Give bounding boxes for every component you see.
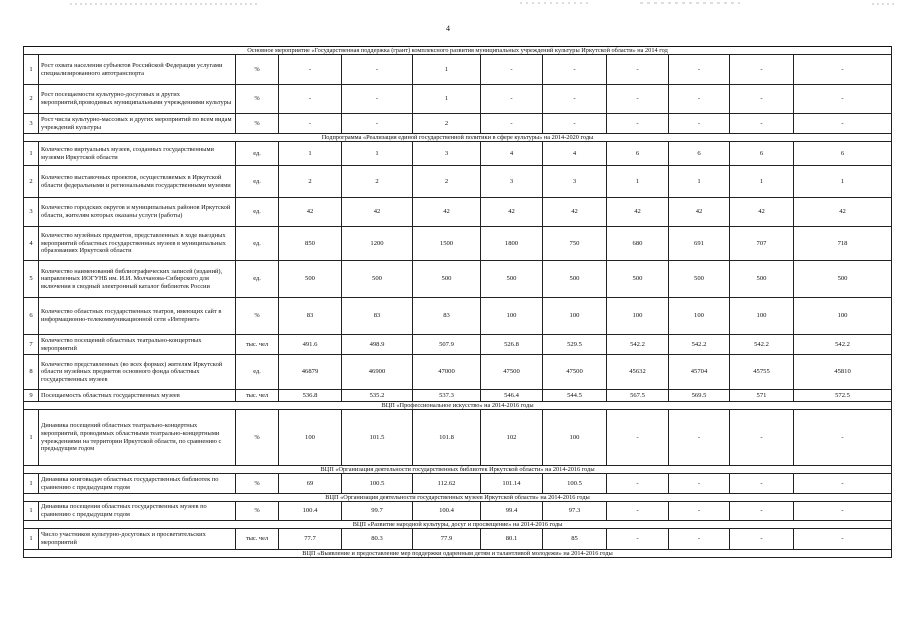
value-cell: 537.3	[413, 390, 481, 402]
value-cell: 542.2	[607, 335, 669, 355]
value-cell: 6	[607, 142, 669, 166]
value-cell: 567.5	[607, 390, 669, 402]
value-cell: 42	[342, 198, 413, 227]
value-cell: 1	[669, 166, 730, 198]
indicator-name: Посещаемость областных государственных музеев	[39, 390, 236, 402]
indicator-name: Рост охвата населения субъектов Российской Федерации услугами специализированного автотранспорта	[39, 55, 236, 85]
value-cell: 100	[794, 298, 892, 335]
value-cell: -	[730, 410, 794, 466]
table-row	[24, 198, 892, 227]
value-cell: 6	[730, 142, 794, 166]
value-cell: 101.14	[481, 474, 543, 494]
row-number: 1	[24, 55, 39, 85]
table-row	[24, 85, 892, 114]
table-row	[24, 114, 892, 134]
row-number: 3	[24, 198, 39, 227]
row-number: 1	[24, 502, 39, 521]
value-cell: 6	[794, 142, 892, 166]
value-cell: -	[607, 85, 669, 114]
value-cell: -	[279, 55, 342, 85]
value-cell: 500	[730, 261, 794, 298]
row-number: 9	[24, 390, 39, 402]
value-cell: 1	[607, 166, 669, 198]
value-cell: 500	[669, 261, 730, 298]
row-number: 5	[24, 261, 39, 298]
value-cell: 718	[794, 227, 892, 261]
value-cell: 42	[730, 198, 794, 227]
value-cell: 542.2	[730, 335, 794, 355]
value-cell: -	[730, 474, 794, 494]
value-cell: -	[481, 114, 543, 134]
indicator-name: Количество выставочных проектов, осуществляемых в Иркутской области федеральными и региональными государственными музеями	[39, 166, 236, 198]
value-cell: -	[794, 502, 892, 521]
indicator-name: Рост посещаемости культурно-досуговых и других мероприятий,проводимых муниципальными учреждениями культуры	[39, 85, 236, 114]
unit: ед.	[236, 355, 279, 390]
section-header: ВЦП «Организация деятельности государственных библиотек Иркутской области» на 2014-2016 годы	[24, 466, 892, 474]
unit: %	[236, 474, 279, 494]
row-number: 1	[24, 410, 39, 466]
value-cell: -	[794, 410, 892, 466]
value-cell: 542.2	[669, 335, 730, 355]
table-row	[24, 410, 892, 466]
value-cell: 750	[543, 227, 607, 261]
value-cell: 707	[730, 227, 794, 261]
value-cell: 46900	[342, 355, 413, 390]
section-header: ВЦП «Развитие народной культуры, досуг и просвещение» на 2014-2016 годы	[24, 521, 892, 529]
value-cell: -	[543, 55, 607, 85]
value-cell: -	[669, 502, 730, 521]
section-header-row	[24, 402, 892, 410]
value-cell: -	[794, 55, 892, 85]
table-row	[24, 335, 892, 355]
value-cell: 46879	[279, 355, 342, 390]
table-row	[24, 261, 892, 298]
unit: тыс. чел	[236, 529, 279, 550]
scan-artifacts	[0, 0, 905, 10]
value-cell: -	[279, 85, 342, 114]
value-cell: 100	[279, 410, 342, 466]
section-header: ВЦП «Выявление и предоставление мер поддержки одаренным детям и талантливой молодежи» на 2014-2016 годы	[24, 550, 892, 558]
value-cell: 571	[730, 390, 794, 402]
value-cell: 99.7	[342, 502, 413, 521]
value-cell: 97.3	[543, 502, 607, 521]
indicator-name: Рост числа культурно-массовых и других мероприятий по всем видам учреждений культуры	[39, 114, 236, 134]
indicator-name: Количество музейных предметов, представленных в ходе выездных мероприятий областных государственных музеев в муниципальных образованиях Иркутской области	[39, 227, 236, 261]
row-number: 7	[24, 335, 39, 355]
indicator-name: Количество виртуальных музеев, созданных государственными музеями Иркутской области	[39, 142, 236, 166]
unit: %	[236, 502, 279, 521]
value-cell: 47500	[543, 355, 607, 390]
value-cell: 1800	[481, 227, 543, 261]
table-row	[24, 298, 892, 335]
value-cell: -	[730, 114, 794, 134]
value-cell: -	[669, 529, 730, 550]
unit: %	[236, 55, 279, 85]
value-cell: -	[342, 114, 413, 134]
value-cell: -	[794, 474, 892, 494]
value-cell: 42	[413, 198, 481, 227]
value-cell: 47000	[413, 355, 481, 390]
table-row	[24, 227, 892, 261]
unit: ед.	[236, 227, 279, 261]
row-number: 1	[24, 474, 39, 494]
value-cell: 569.5	[669, 390, 730, 402]
indicator-name: Количество представленных (во всех формах) жителям Иркутской области музейных предметов основного фонда областных государственных музеев	[39, 355, 236, 390]
value-cell: -	[669, 410, 730, 466]
indicator-name: Динамика посещения областных государственных музеев по сравнению с предыдущим годом	[39, 502, 236, 521]
value-cell: 45755	[730, 355, 794, 390]
value-cell: 100	[481, 298, 543, 335]
section-header: Подпрограмма «Реализация единой государственной политики в сфере культуры» на 2014-2020 годы	[24, 134, 892, 142]
unit: %	[236, 298, 279, 335]
value-cell: 100.4	[413, 502, 481, 521]
value-cell: 100.5	[543, 474, 607, 494]
value-cell: 100.5	[342, 474, 413, 494]
value-cell: 47500	[481, 355, 543, 390]
unit: ед.	[236, 142, 279, 166]
value-cell: 2	[279, 166, 342, 198]
value-cell: 100	[543, 410, 607, 466]
value-cell: 100	[730, 298, 794, 335]
value-cell: -	[669, 114, 730, 134]
value-cell: 542.2	[794, 335, 892, 355]
value-cell: -	[607, 410, 669, 466]
table-row	[24, 390, 892, 402]
value-cell: -	[481, 85, 543, 114]
value-cell: 536.8	[279, 390, 342, 402]
table-row	[24, 142, 892, 166]
section-header-row	[24, 550, 892, 558]
value-cell: 99.4	[481, 502, 543, 521]
section-header: Основное мероприятие «Государственная поддержка (грант) комплексного развития муниципальных учреждений культуры Иркутской области» на 2014 год	[24, 47, 892, 55]
value-cell: 83	[279, 298, 342, 335]
value-cell: 2	[413, 166, 481, 198]
indicator-name: Количество наименований библиографических записей (изданий), направленных ИОГУНБ им. И.И. Молчанова-Сибирского для включения в сводный электронный каталог библиотек России	[39, 261, 236, 298]
value-cell: 500	[413, 261, 481, 298]
row-number: 3	[24, 114, 39, 134]
value-cell: 80.3	[342, 529, 413, 550]
value-cell: -	[607, 529, 669, 550]
value-cell: 500	[794, 261, 892, 298]
value-cell: 100	[669, 298, 730, 335]
value-cell: 850	[279, 227, 342, 261]
section-header: ВЦП «Профессиональное искусство» на 2014-2016 годы	[24, 402, 892, 410]
table-row	[24, 55, 892, 85]
unit: тыс. чел	[236, 335, 279, 355]
unit: ед.	[236, 261, 279, 298]
unit: %	[236, 114, 279, 134]
table-row	[24, 474, 892, 494]
value-cell: 45810	[794, 355, 892, 390]
value-cell: 572.5	[794, 390, 892, 402]
value-cell: 42	[279, 198, 342, 227]
value-cell: -	[669, 85, 730, 114]
value-cell: 500	[342, 261, 413, 298]
value-cell: -	[543, 85, 607, 114]
value-cell: 1	[794, 166, 892, 198]
indicators-table	[23, 46, 892, 558]
value-cell: 500	[543, 261, 607, 298]
value-cell: 42	[607, 198, 669, 227]
value-cell: 42	[669, 198, 730, 227]
page-number: 4	[446, 24, 450, 33]
value-cell: 83	[342, 298, 413, 335]
row-number: 1	[24, 142, 39, 166]
value-cell: 4	[481, 142, 543, 166]
value-cell: 6	[669, 142, 730, 166]
unit: тыс. чел	[236, 390, 279, 402]
value-cell: 491.6	[279, 335, 342, 355]
unit: %	[236, 410, 279, 466]
table-row	[24, 355, 892, 390]
value-cell: 498.9	[342, 335, 413, 355]
value-cell: -	[543, 114, 607, 134]
value-cell: 529.5	[543, 335, 607, 355]
indicator-name: Количество городских округов и муниципальных районов Иркутской области, жителям которых оказаны услуги (работы)	[39, 198, 236, 227]
table-row	[24, 529, 892, 550]
value-cell: -	[730, 55, 794, 85]
value-cell: -	[607, 114, 669, 134]
value-cell: -	[794, 529, 892, 550]
value-cell: 77.7	[279, 529, 342, 550]
value-cell: 45632	[607, 355, 669, 390]
value-cell: 1	[279, 142, 342, 166]
value-cell: -	[481, 55, 543, 85]
section-header-row	[24, 521, 892, 529]
value-cell: -	[794, 114, 892, 134]
value-cell: 535.2	[342, 390, 413, 402]
value-cell: -	[342, 55, 413, 85]
value-cell: 100.4	[279, 502, 342, 521]
value-cell: 691	[669, 227, 730, 261]
unit: %	[236, 85, 279, 114]
value-cell: -	[607, 502, 669, 521]
value-cell: -	[279, 114, 342, 134]
section-header-row	[24, 466, 892, 474]
value-cell: 100	[543, 298, 607, 335]
value-cell: 3	[543, 166, 607, 198]
value-cell: 1	[413, 55, 481, 85]
value-cell: 3	[481, 166, 543, 198]
value-cell: 1500	[413, 227, 481, 261]
section-header: ВЦП «Организация деятельности государственных музеев Иркутской области» на 2014-2016 годы	[24, 494, 892, 502]
value-cell: -	[669, 474, 730, 494]
table-row	[24, 502, 892, 521]
value-cell: 2	[413, 114, 481, 134]
value-cell: -	[730, 85, 794, 114]
row-number: 1	[24, 529, 39, 550]
value-cell: 100	[607, 298, 669, 335]
row-number: 4	[24, 227, 39, 261]
value-cell: 101.8	[413, 410, 481, 466]
indicator-name: Число участников культурно-досуговых и просветительских мероприятий	[39, 529, 236, 550]
section-header-row	[24, 47, 892, 55]
value-cell: 3	[413, 142, 481, 166]
value-cell: 1	[342, 142, 413, 166]
row-number: 2	[24, 85, 39, 114]
value-cell: -	[669, 55, 730, 85]
indicator-name: Динамика посещений областных театрально-концертных мероприятий, проводимых областными театрально-концертными учреждениями на территории Иркутской области, по сравнению с предыдущим годом	[39, 410, 236, 466]
value-cell: 507.9	[413, 335, 481, 355]
unit: ед.	[236, 198, 279, 227]
value-cell: 80.1	[481, 529, 543, 550]
value-cell: 500	[607, 261, 669, 298]
value-cell: 42	[794, 198, 892, 227]
value-cell: 112.62	[413, 474, 481, 494]
section-header-row	[24, 494, 892, 502]
value-cell: 42	[543, 198, 607, 227]
value-cell: 526.8	[481, 335, 543, 355]
value-cell: 45704	[669, 355, 730, 390]
value-cell: 1	[730, 166, 794, 198]
value-cell: 77.9	[413, 529, 481, 550]
value-cell: -	[730, 529, 794, 550]
value-cell: 1	[413, 85, 481, 114]
value-cell: 102	[481, 410, 543, 466]
value-cell: -	[607, 55, 669, 85]
indicator-name: Динамика книговыдач областных государственных библиотек по сравнению с предыдущим годом	[39, 474, 236, 494]
section-header-row	[24, 134, 892, 142]
value-cell: -	[794, 85, 892, 114]
row-number: 6	[24, 298, 39, 335]
value-cell: 85	[543, 529, 607, 550]
value-cell: -	[730, 502, 794, 521]
value-cell: 83	[413, 298, 481, 335]
value-cell: -	[342, 85, 413, 114]
value-cell: 69	[279, 474, 342, 494]
value-cell: -	[607, 474, 669, 494]
value-cell: 500	[279, 261, 342, 298]
value-cell: 546.4	[481, 390, 543, 402]
value-cell: 101.5	[342, 410, 413, 466]
row-number: 8	[24, 355, 39, 390]
value-cell: 4	[543, 142, 607, 166]
row-number: 2	[24, 166, 39, 198]
table-body	[24, 47, 892, 558]
value-cell: 42	[481, 198, 543, 227]
unit: ед.	[236, 166, 279, 198]
value-cell: 1200	[342, 227, 413, 261]
value-cell: 544.5	[543, 390, 607, 402]
value-cell: 2	[342, 166, 413, 198]
indicator-name: Количество посещений областных театрально-концертных мероприятий	[39, 335, 236, 355]
table-row	[24, 166, 892, 198]
indicator-name: Количество областных государственных театров, имеющих сайт в информационно-телекоммуникационной сети «Интернет»	[39, 298, 236, 335]
value-cell: 500	[481, 261, 543, 298]
value-cell: 680	[607, 227, 669, 261]
